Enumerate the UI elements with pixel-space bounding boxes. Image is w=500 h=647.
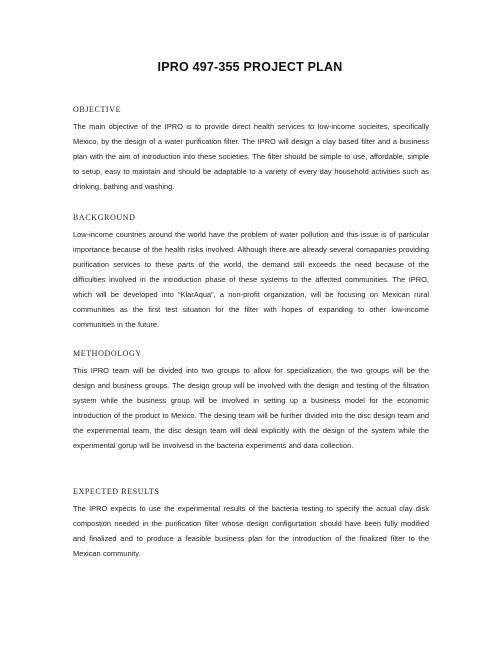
section-methodology: [73, 349, 429, 453]
section-expected-results: [73, 487, 429, 561]
section-heading: EXPECTED RESULTS: [73, 487, 160, 496]
section-objective: [73, 105, 429, 194]
section-body: The IPRO expects to use the experimental results of the bacteria testing to specify the actual clay disk compostion needed in the purification filter whose design configurtation should have been fully modified and finalized and to produce a feasible business plan for the introduction of the finalized filter to the Mexican community.: [73, 504, 429, 559]
section-heading: OBJECTIVE: [73, 105, 122, 114]
section-heading: METHODOLOGY: [73, 349, 142, 358]
document-title: IPRO 497-355 PROJECT PLAN: [157, 60, 343, 74]
section-body: Low-income countries around the world have the problem of water pollution and this issue is of particular importance because of the health risks involved. Although there are already several comapanies providing purification services to these parts of the world, the demand still exceeds the need because of the difficulties involved in the introduction phase of these systems to the affected communities. The IPRO, which will be developed into “KlarAqua”, a non-profit organization, will be focusing on Mexican rural communities as the first test situation for the filter with hopes of expanding to other low-income communities in the future.: [73, 230, 429, 330]
section-heading: BACKGROUND: [73, 213, 136, 222]
section-body: The main objective of the IPRO is to provide direct health services to low-income socieites, specifically Mexico, by the design of a water purification filter. The IPRO will design a clay based filter and a business plan with the aim of introduction into these societies. The filter should be simple to use, affordable, simple to setup, easy to maintain and should be adaptable to a variety of every day household activities such as drinking, bathing and washing.: [73, 122, 429, 192]
section-background: [73, 213, 429, 332]
section-body: This IPRO team will be divided into two groups to allow for specialization, the two groups will be the design and business groups. The design group will be involved with the design and testing of the filtration system while the business group will be involved in setting up a business model for the economic introduction of the product to Mexico. The desing team will be further divided into the disc design team and the experimental team, the disc design team will deal explicitly with the design of the system while the experimental gorup will be involvesd in the bacteria experiments and data collection.: [73, 366, 429, 451]
